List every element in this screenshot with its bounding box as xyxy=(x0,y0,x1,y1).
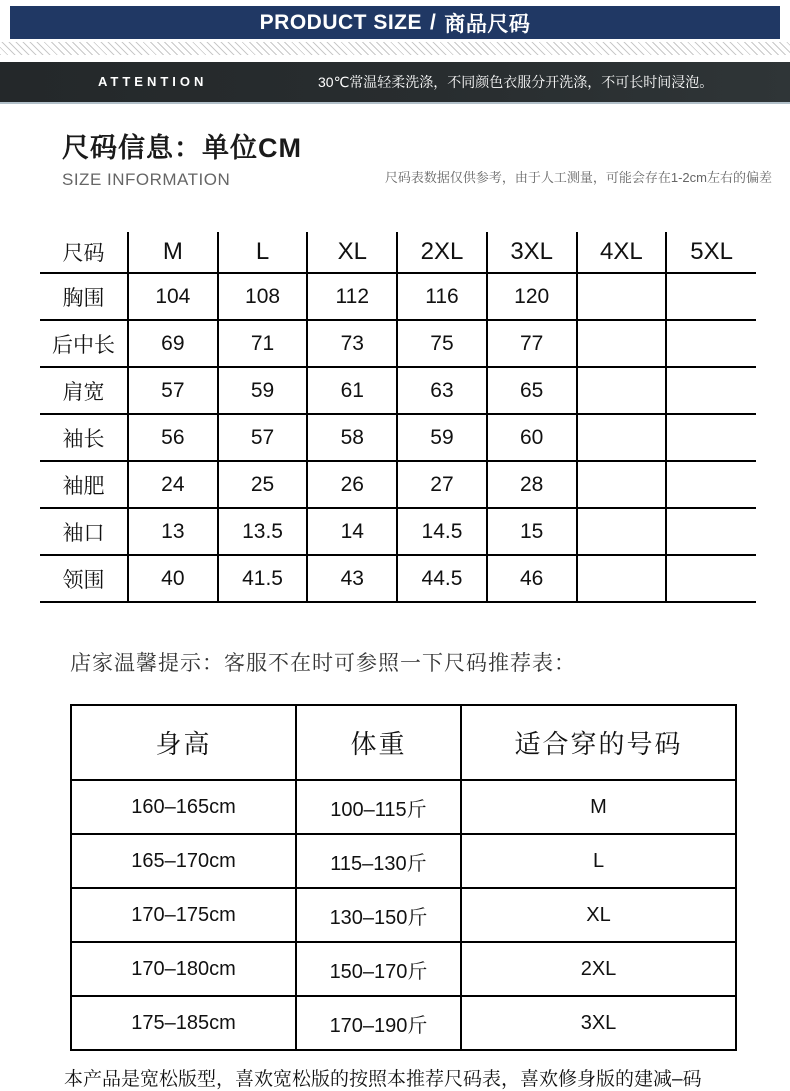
size-table-cell xyxy=(577,367,667,414)
size-table-row-label: 胸围 xyxy=(40,273,128,320)
recommendation-table-column-header: 适合穿的号码 xyxy=(461,705,736,780)
size-table-cell: 59 xyxy=(218,367,308,414)
recommendation-table-cell: XL xyxy=(461,888,736,942)
recommendation-table-cell: 165–170cm xyxy=(71,834,296,888)
recommendation-table-cell: 130–150斤 xyxy=(296,888,461,942)
size-table-cell xyxy=(577,414,667,461)
recommendation-table-cell: L xyxy=(461,834,736,888)
recommendation-table-row xyxy=(71,996,736,1050)
attention-bar xyxy=(0,62,790,104)
size-table-cell: 43 xyxy=(307,555,397,602)
size-table-cell: 15 xyxy=(487,508,577,555)
recommendation-table-row xyxy=(71,780,736,834)
size-table-cell xyxy=(666,508,756,555)
recommendation-table-header-row xyxy=(71,705,736,780)
size-table-cell: 27 xyxy=(397,461,487,508)
size-table-column-header: 5XL xyxy=(666,232,756,273)
size-table-cell: 56 xyxy=(128,414,218,461)
size-table-row xyxy=(40,461,756,508)
size-table-cell xyxy=(666,273,756,320)
size-table-column-header: 3XL xyxy=(487,232,577,273)
size-info-heading: 尺码信息：单位CM xyxy=(62,133,302,163)
shop-tip-text: 店家温馨提示：客服不在时可参照一下尺码推荐表： xyxy=(70,652,576,675)
size-table-cell: 13.5 xyxy=(218,508,308,555)
recommendation-table-cell: 100–115斤 xyxy=(296,780,461,834)
size-table-cell xyxy=(666,367,756,414)
size-table-cell xyxy=(577,461,667,508)
header-title-slash: / xyxy=(430,10,437,34)
size-table-cell: 13 xyxy=(128,508,218,555)
size-table-cell xyxy=(666,414,756,461)
recommendation-table-row xyxy=(71,834,736,888)
size-table-cell: 28 xyxy=(487,461,577,508)
size-table-cell: 112 xyxy=(307,273,397,320)
size-table-cell xyxy=(666,555,756,602)
size-info-subheading: SIZE INFORMATION xyxy=(62,170,231,189)
washing-instructions-text: 30℃常温轻柔洗涤，不同颜色衣服分开洗涤，不可长时间浸泡。 xyxy=(318,74,714,90)
recommendation-table-cell: 170–175cm xyxy=(71,888,296,942)
size-table-cell: 71 xyxy=(218,320,308,367)
product-size-header-bar xyxy=(10,6,780,39)
size-table-cell: 116 xyxy=(397,273,487,320)
size-table-cell: 60 xyxy=(487,414,577,461)
size-recommendation-table xyxy=(70,704,737,1051)
size-table-row xyxy=(40,273,756,320)
size-table-cell: 104 xyxy=(128,273,218,320)
recommendation-table-row xyxy=(71,942,736,996)
diagonal-stripe-divider xyxy=(0,42,790,55)
size-table-column-header: L xyxy=(218,232,308,273)
size-table-row-label: 肩宽 xyxy=(40,367,128,414)
size-table-cell: 75 xyxy=(397,320,487,367)
size-table-cell: 14.5 xyxy=(397,508,487,555)
recommendation-table-cell: 160–165cm xyxy=(71,780,296,834)
size-table-cell: 61 xyxy=(307,367,397,414)
size-table-cell: 14 xyxy=(307,508,397,555)
measurement-tolerance-note: 尺码表数据仅供参考，由于人工测量，可能会存在1-2cm左右的偏差 xyxy=(384,170,772,185)
header-title-en: PRODUCT SIZE xyxy=(259,10,422,34)
size-table-row-label: 袖口 xyxy=(40,508,128,555)
size-table-row-label: 袖肥 xyxy=(40,461,128,508)
size-table-cell: 24 xyxy=(128,461,218,508)
size-table-cell: 77 xyxy=(487,320,577,367)
size-table-row-label: 领围 xyxy=(40,555,128,602)
size-table-cell: 69 xyxy=(128,320,218,367)
recommendation-table-cell: M xyxy=(461,780,736,834)
size-table-row xyxy=(40,555,756,602)
size-table-cell xyxy=(577,508,667,555)
size-table-cell: 46 xyxy=(487,555,577,602)
size-table-column-header: 2XL xyxy=(397,232,487,273)
size-table-row xyxy=(40,320,756,367)
recommendation-table-cell: 170–190斤 xyxy=(296,996,461,1050)
size-table-cell: 41.5 xyxy=(218,555,308,602)
fit-advice-note: 本产品是宽松版型，喜欢宽松版的按照本推荐尺码表，喜欢修身版的建减–码 xyxy=(64,1069,702,1090)
size-table-cell xyxy=(577,555,667,602)
recommendation-table-cell: 175–185cm xyxy=(71,996,296,1050)
recommendation-table-cell: 3XL xyxy=(461,996,736,1050)
recommendation-table-cell: 170–180cm xyxy=(71,942,296,996)
recommendation-table-column-header: 身高 xyxy=(71,705,296,780)
recommendation-table-row xyxy=(71,888,736,942)
size-table-column-header: 尺码 xyxy=(40,232,128,273)
size-info-section xyxy=(62,126,772,189)
size-table-column-header: XL xyxy=(307,232,397,273)
size-table-header-row xyxy=(40,232,756,273)
size-table-column-header: M xyxy=(128,232,218,273)
recommendation-table-column-header: 体重 xyxy=(296,705,461,780)
size-table-cell xyxy=(577,273,667,320)
size-table-cell xyxy=(666,461,756,508)
size-table-cell: 65 xyxy=(487,367,577,414)
size-table-row-label: 袖长 xyxy=(40,414,128,461)
size-table-cell: 25 xyxy=(218,461,308,508)
size-table-cell: 73 xyxy=(307,320,397,367)
size-table-row xyxy=(40,508,756,555)
size-table-cell: 44.5 xyxy=(397,555,487,602)
recommendation-table-cell: 150–170斤 xyxy=(296,942,461,996)
header-title-zh: 商品尺码 xyxy=(444,12,531,36)
size-table-cell: 63 xyxy=(397,367,487,414)
size-table-cell xyxy=(666,320,756,367)
recommendation-table-cell: 115–130斤 xyxy=(296,834,461,888)
attention-label: ATTENTION xyxy=(98,74,208,89)
size-table-cell: 57 xyxy=(128,367,218,414)
size-table-row xyxy=(40,414,756,461)
size-table-row-label: 后中长 xyxy=(40,320,128,367)
size-table-cell xyxy=(577,320,667,367)
size-table-cell: 120 xyxy=(487,273,577,320)
size-table-cell: 57 xyxy=(218,414,308,461)
size-table-cell: 108 xyxy=(218,273,308,320)
size-table-row xyxy=(40,367,756,414)
size-table-cell: 26 xyxy=(307,461,397,508)
size-table-cell: 59 xyxy=(397,414,487,461)
recommendation-table-cell: 2XL xyxy=(461,942,736,996)
size-measurement-table xyxy=(40,232,756,603)
size-table-cell: 40 xyxy=(128,555,218,602)
size-table-cell: 58 xyxy=(307,414,397,461)
size-table-column-header: 4XL xyxy=(577,232,667,273)
